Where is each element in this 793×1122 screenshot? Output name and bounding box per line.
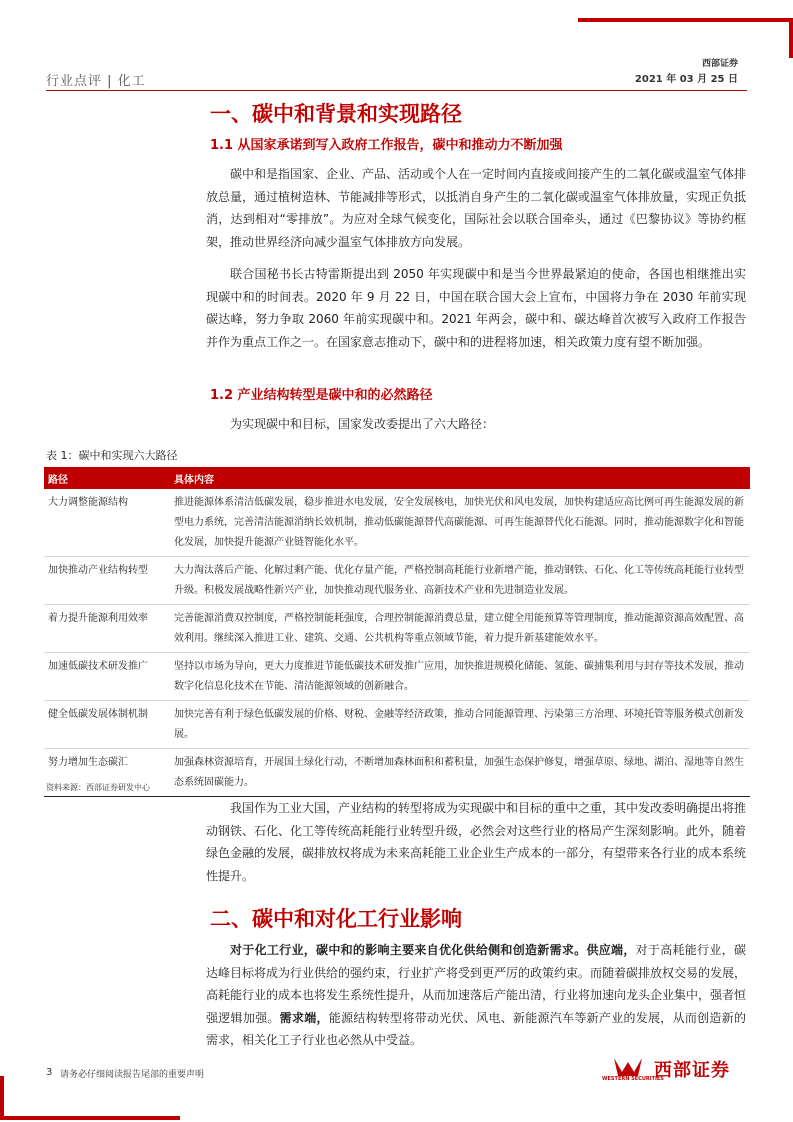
- table-cell-path: 加速低碳技术研发推广: [44, 653, 170, 701]
- table-cell-path: 加快推动产业结构转型: [44, 557, 170, 605]
- table-row: [44, 489, 750, 557]
- table-row: [44, 605, 750, 653]
- header-brand: 西部证券: [701, 59, 738, 69]
- table-header-content: 具体内容: [170, 467, 750, 489]
- table-cell-content: 大力淘汰落后产能、化解过剩产能、优化存量产能，严格控制高耗能行业新增产能，推动钢铁、石化、化工等传统高耗能行业转型升级。积极发展战略性新兴产业，加快推动现代服务业、高新技术产业和先进制造业发展。: [170, 557, 750, 605]
- paragraph-carbon-neutral-timeline: 联合国秘书长古特雷斯提出到 2050 年实现碳中和是当今世界最紧迫的使命，各国也相继推出实现碳中和的时间表。2020 年 9 月 22 日，中国在联合国大会上宣布，中国将力争在 2030 年前实现碳达峰，努力争取 2060 年前实现碳中和。2021 年两会，碳中和、碳达峰首次被写入政府工作报告并作为重点工作之一。在国家意志推动下，碳中和的进程将加速，相关政策力度有望不断加强。: [206, 267, 746, 349]
- table-cell-content: 完善能源消费双控制度，严格控制能耗强度，合理控制能源消费总量，建立健全用能预算等管理制度，推动能源资源高效配置、高效利用。继续深入推进工业、建筑、交通、公共机构等重点领域节能，着力提升新基建能效水平。: [170, 605, 750, 653]
- corner-decoration-top: [578, 18, 793, 22]
- paragraph-six-paths-intro: 为实现碳中和目标，国家发改委提出了六大路径：: [230, 417, 495, 431]
- demand-side-text: 能源结构转型将带动光伏、风电、新能源汽车等新产业的发展，从而创造新的需求，相关化工子行业也必然从中受益。: [206, 1010, 746, 1047]
- table-cell-path: 健全低碳发展体制机制: [44, 701, 170, 749]
- western-securities-logo: [598, 1054, 748, 1090]
- paragraph-carbon-neutral-definition: 碳中和是指国家、企业、产品、活动或个人在一定时间内直接或间接产生的二氧化碳或温室气体排放总量，通过植树造林、节能减排等形式，以抵消自身产生的二氧化碳或温室气体排放量，实现正负抵消，达到相对“零排放”。为应对全球气候变化，国际社会以联合国牵头，通过《巴黎协议》等协约框架，推动世界经济向减少温室气体排放方向发展。: [206, 167, 747, 249]
- logo-english-text: WESTERN SECURITIES: [602, 1076, 664, 1082]
- table-cell-content: 推进能源体系清洁低碳发展，稳步推进水电发展，安全发展核电，加快光伏和风电发展，加快构建适应高比例可再生能源发展的新型电力系统，完善清洁能源消纳长效机制，推动低碳能源替代高碳能源、可再生能源替代化石能源。同时，推动能源数字化和智能化发展，加快提升能源产业链智能化水平。: [170, 489, 750, 557]
- table-cell-path: 努力增加生态碳汇: [44, 749, 170, 797]
- table-row: [44, 653, 750, 701]
- subsection-1-2-title: 1.2 产业结构转型是碳中和的必然路径: [210, 388, 433, 403]
- demand-side-label: 需求端，: [279, 1010, 329, 1025]
- page-number: 3: [46, 1067, 53, 1078]
- footer-disclaimer: 请务必仔细阅读报告尾部的重要声明: [60, 1070, 205, 1080]
- report-date: 2021 年 03 月 25 日: [634, 74, 738, 85]
- table-row: [44, 701, 750, 749]
- subsection-1-1-title: 1.1 从国家承诺到写入政府工作报告，碳中和推动力不断加强: [210, 138, 563, 153]
- corner-decoration-top-vertical: [789, 18, 793, 58]
- section-1-title: 一、碳中和背景和实现路径: [210, 101, 462, 126]
- corner-decoration-bottom: [0, 1116, 180, 1120]
- logo-mark-icon: [608, 1054, 648, 1088]
- supply-side-text: 对于高耗能行业，碳达峰目标将成为行业供给的强约束，行业扩产将受到更严厉的政策约束。而随着碳排放权交易的发展，高耗能行业的成本也将发生系统性提升，从而加速落后产能出清，行业将加速向龙头企业集中，强者恒强逻辑加强。: [206, 943, 747, 1025]
- table-row: [44, 557, 750, 605]
- table-header-path: 路径: [44, 467, 170, 489]
- table-cell-content: 坚持以市场为导向，更大力度推进节能低碳技术研发推广应用，加快推进规模化储能、氢能、碳捕集利用与封存等技术发展，推动数字化信息化技术在节能、清洁能源领域的创新融合。: [170, 653, 750, 701]
- table-cell-content: 加快完善有利于绿色低碳发展的价格、财税、金融等经济政策，推动合同能源管理、污染第三方治理、环境托管等服务模式创新发展。: [170, 701, 750, 749]
- six-paths-table: [44, 467, 750, 797]
- impact-lead-text: 对于化工行业，碳中和的影响主要来自优化供给侧和创造新需求。: [230, 943, 587, 957]
- table-cell-content: 加强森林资源培育，开展国土绿化行动，不断增加森林面积和蓄积量，加强生态保护修复，增强草原、绿地、湖泊、湿地等自然生态系统固碳能力。: [170, 749, 750, 797]
- table-source-note: 资料来源：西部证券研发中心: [46, 783, 150, 792]
- report-category: 行业点评 | 化工: [46, 74, 146, 89]
- header-divider: [46, 90, 747, 91]
- corner-decoration-bottom-vertical: [0, 1076, 4, 1120]
- table-cell-path: 着力提升能源利用效率: [44, 605, 170, 653]
- section-2-title: 二、碳中和对化工行业影响: [210, 906, 462, 931]
- paragraph-industrial-transition: 我国作为工业大国，产业结构的转型将成为实现碳中和目标的重中之重，其中发改委明确提出将推动钢铁、石化、化工等传统高耗能行业转型升级，必然会对这些行业的格局产生深刻影响。此外，随着绿色金融的发展，碳排放权将成为未来高耗能工业企业生产成本的一部分，有望带来各行业的成本系统性提升。: [206, 801, 747, 883]
- table-caption: 表 1：碳中和实现六大路径: [46, 449, 178, 462]
- logo-chinese-text: 西部证券: [654, 1060, 730, 1081]
- paragraph-chemical-impact: [206, 939, 746, 1052]
- table-header-row: [44, 467, 750, 489]
- supply-side-label: 供应端，: [586, 943, 636, 957]
- table-cell-path: 大力调整能源结构: [44, 489, 170, 557]
